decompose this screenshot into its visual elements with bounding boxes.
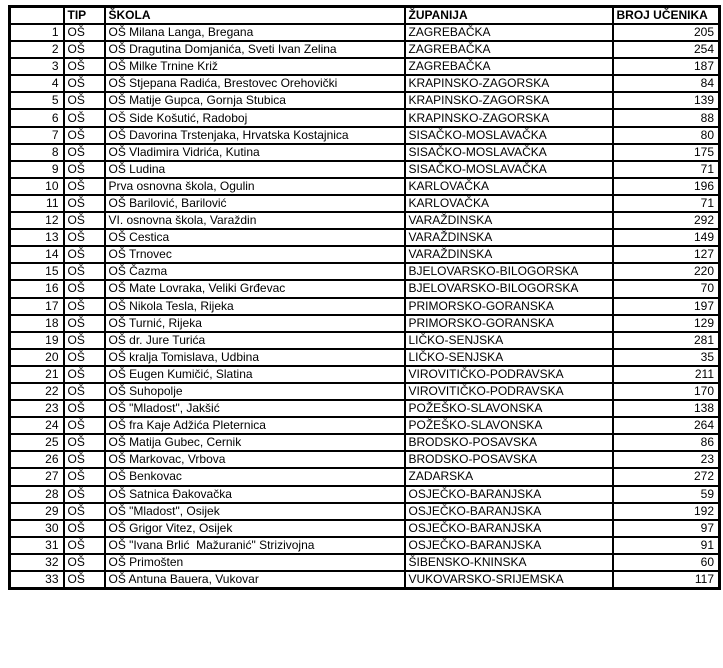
tip-cell: OŠ: [64, 554, 105, 571]
school-name-cell: OŠ Milke Trnine Križ: [105, 58, 405, 75]
student-count-cell: 84: [613, 75, 720, 92]
table-row: [10, 486, 720, 503]
header-broj-ucenika: BROJ UČENIKA: [613, 7, 720, 25]
county-cell: SISAČKO-MOSLAVAČKA: [405, 144, 613, 161]
school-name-cell: OŠ Turnić, Rijeka: [105, 315, 405, 332]
table-row: [10, 349, 720, 366]
tip-cell: OŠ: [64, 417, 105, 434]
table-row: [10, 109, 720, 126]
school-name-cell: OŠ Čazma: [105, 263, 405, 280]
row-number-cell: 29: [10, 503, 64, 520]
school-name-cell: OŠ Cestica: [105, 229, 405, 246]
school-name-cell: OŠ kralja Tomislava, Udbina: [105, 349, 405, 366]
county-cell: BRODSKO-POSAVSKA: [405, 451, 613, 468]
student-count-cell: 264: [613, 417, 720, 434]
school-name-cell: OŠ Barilović, Barilović: [105, 195, 405, 212]
tip-cell: OŠ: [64, 503, 105, 520]
row-number-cell: 21: [10, 366, 64, 383]
tip-cell: OŠ: [64, 571, 105, 589]
county-cell: LIČKO-SENJSKA: [405, 349, 613, 366]
row-number-cell: 20: [10, 349, 64, 366]
tip-cell: OŠ: [64, 315, 105, 332]
student-count-cell: 272: [613, 468, 720, 485]
row-number-cell: 7: [10, 127, 64, 144]
table-row: [10, 75, 720, 92]
county-cell: ZAGREBAČKA: [405, 58, 613, 75]
tip-cell: OŠ: [64, 229, 105, 246]
tip-cell: OŠ: [64, 24, 105, 41]
student-count-cell: 196: [613, 178, 720, 195]
school-name-cell: OŠ Grigor Vitez, Osijek: [105, 520, 405, 537]
student-count-cell: 139: [613, 92, 720, 109]
tip-cell: OŠ: [64, 298, 105, 315]
school-name-cell: OŠ Dragutina Domjanića, Sveti Ivan Zelina: [105, 41, 405, 58]
tip-cell: OŠ: [64, 41, 105, 58]
student-count-cell: 254: [613, 41, 720, 58]
row-number-cell: 30: [10, 520, 64, 537]
row-number-cell: 27: [10, 468, 64, 485]
student-count-cell: 80: [613, 127, 720, 144]
tip-cell: OŠ: [64, 58, 105, 75]
student-count-cell: 138: [613, 400, 720, 417]
county-cell: OSJEČKO-BARANJSKA: [405, 503, 613, 520]
row-number-cell: 8: [10, 144, 64, 161]
county-cell: SISAČKO-MOSLAVAČKA: [405, 127, 613, 144]
student-count-cell: 205: [613, 24, 720, 41]
schools-table: [8, 5, 721, 590]
county-cell: KARLOVAČKA: [405, 178, 613, 195]
row-number-cell: 11: [10, 195, 64, 212]
student-count-cell: 170: [613, 383, 720, 400]
row-number-cell: 24: [10, 417, 64, 434]
school-name-cell: OŠ "Mladost", Osijek: [105, 503, 405, 520]
tip-cell: OŠ: [64, 92, 105, 109]
county-cell: OSJEČKO-BARANJSKA: [405, 520, 613, 537]
county-cell: VIROVITIČKO-PODRAVSKA: [405, 366, 613, 383]
county-cell: KRAPINSKO-ZAGORSKA: [405, 92, 613, 109]
tip-cell: OŠ: [64, 349, 105, 366]
county-cell: KARLOVAČKA: [405, 195, 613, 212]
student-count-cell: 292: [613, 212, 720, 229]
table-row: [10, 315, 720, 332]
table-row: [10, 520, 720, 537]
row-number-cell: 3: [10, 58, 64, 75]
tip-cell: OŠ: [64, 383, 105, 400]
tip-cell: OŠ: [64, 212, 105, 229]
row-number-cell: 28: [10, 486, 64, 503]
row-number-cell: 19: [10, 332, 64, 349]
table-row: [10, 298, 720, 315]
row-number-cell: 4: [10, 75, 64, 92]
table-row: [10, 280, 720, 297]
tip-cell: OŠ: [64, 127, 105, 144]
row-number-cell: 25: [10, 434, 64, 451]
table-row: [10, 161, 720, 178]
student-count-cell: 88: [613, 109, 720, 126]
table-row: [10, 144, 720, 161]
student-count-cell: 175: [613, 144, 720, 161]
county-cell: BJELOVARSKO-BILOGORSKA: [405, 280, 613, 297]
student-count-cell: 70: [613, 280, 720, 297]
school-name-cell: OŠ Satnica Đakovačka: [105, 486, 405, 503]
row-number-cell: 23: [10, 400, 64, 417]
table-row: [10, 263, 720, 280]
tip-cell: OŠ: [64, 161, 105, 178]
county-cell: POŽEŠKO-SLAVONSKA: [405, 400, 613, 417]
county-cell: OSJEČKO-BARANJSKA: [405, 537, 613, 554]
row-number-cell: 2: [10, 41, 64, 58]
student-count-cell: 59: [613, 486, 720, 503]
table-row: [10, 178, 720, 195]
header-zupanija: ŽUPANIJA: [405, 7, 613, 25]
tip-cell: OŠ: [64, 468, 105, 485]
tip-cell: OŠ: [64, 195, 105, 212]
county-cell: VUKOVARSKO-SRIJEMSKA: [405, 571, 613, 589]
row-number-cell: 15: [10, 263, 64, 280]
row-number-cell: 16: [10, 280, 64, 297]
school-name-cell: OŠ Markovac, Vrbova: [105, 451, 405, 468]
county-cell: SISAČKO-MOSLAVAČKA: [405, 161, 613, 178]
school-name-cell: OŠ fra Kaje Adžića Pleternica: [105, 417, 405, 434]
row-number-cell: 5: [10, 92, 64, 109]
county-cell: VARAŽDINSKA: [405, 229, 613, 246]
school-name-cell: OŠ Suhopolje: [105, 383, 405, 400]
county-cell: KRAPINSKO-ZAGORSKA: [405, 75, 613, 92]
tip-cell: OŠ: [64, 144, 105, 161]
school-name-cell: OŠ "Ivana Brlić Mažuranić" Strizivojna: [105, 537, 405, 554]
table-row: [10, 537, 720, 554]
table-row: [10, 366, 720, 383]
school-name-cell: OŠ Nikola Tesla, Rijeka: [105, 298, 405, 315]
county-cell: ŠIBENSKO-KNINSKA: [405, 554, 613, 571]
student-count-cell: 197: [613, 298, 720, 315]
school-name-cell: OŠ Matija Gubec, Cernik: [105, 434, 405, 451]
table-row: [10, 58, 720, 75]
county-cell: LIČKO-SENJSKA: [405, 332, 613, 349]
school-name-cell: OŠ Trnovec: [105, 246, 405, 263]
student-count-cell: 86: [613, 434, 720, 451]
tip-cell: OŠ: [64, 75, 105, 92]
table-row: [10, 400, 720, 417]
school-name-cell: OŠ Mate Lovraka, Veliki Grđevac: [105, 280, 405, 297]
table-row: [10, 92, 720, 109]
school-name-cell: OŠ Milana Langa, Bregana: [105, 24, 405, 41]
row-number-cell: 13: [10, 229, 64, 246]
row-number-cell: 6: [10, 109, 64, 126]
table-row: [10, 246, 720, 263]
tip-cell: OŠ: [64, 246, 105, 263]
school-name-cell: OŠ Ludina: [105, 161, 405, 178]
county-cell: VARAŽDINSKA: [405, 212, 613, 229]
table-row: [10, 41, 720, 58]
tip-cell: OŠ: [64, 366, 105, 383]
student-count-cell: 117: [613, 571, 720, 589]
county-cell: VIROVITIČKO-PODRAVSKA: [405, 383, 613, 400]
school-name-cell: OŠ Stjepana Radića, Brestovec Orehovički: [105, 75, 405, 92]
tip-cell: OŠ: [64, 451, 105, 468]
student-count-cell: 211: [613, 366, 720, 383]
row-number-cell: 1: [10, 24, 64, 41]
student-count-cell: 91: [613, 537, 720, 554]
table-row: [10, 503, 720, 520]
table-row: [10, 383, 720, 400]
row-number-cell: 17: [10, 298, 64, 315]
county-cell: BRODSKO-POSAVSKA: [405, 434, 613, 451]
row-number-cell: 32: [10, 554, 64, 571]
school-name-cell: OŠ Side Košutić, Radoboj: [105, 109, 405, 126]
row-number-cell: 9: [10, 161, 64, 178]
table-row: [10, 332, 720, 349]
header-skola: ŠKOLA: [105, 7, 405, 25]
student-count-cell: 35: [613, 349, 720, 366]
county-cell: ZADARSKA: [405, 468, 613, 485]
tip-cell: OŠ: [64, 520, 105, 537]
row-number-cell: 22: [10, 383, 64, 400]
student-count-cell: 97: [613, 520, 720, 537]
school-name-cell: OŠ Matije Gupca, Gornja Stubica: [105, 92, 405, 109]
student-count-cell: 149: [613, 229, 720, 246]
table-row: [10, 451, 720, 468]
tip-cell: OŠ: [64, 109, 105, 126]
county-cell: KRAPINSKO-ZAGORSKA: [405, 109, 613, 126]
student-count-cell: 192: [613, 503, 720, 520]
row-number-cell: 12: [10, 212, 64, 229]
table-row: [10, 417, 720, 434]
tip-cell: OŠ: [64, 434, 105, 451]
tip-cell: OŠ: [64, 400, 105, 417]
county-cell: VARAŽDINSKA: [405, 246, 613, 263]
row-number-cell: 26: [10, 451, 64, 468]
student-count-cell: 127: [613, 246, 720, 263]
table-row: [10, 554, 720, 571]
county-cell: PRIMORSKO-GORANSKA: [405, 298, 613, 315]
school-name-cell: Prva osnovna škola, Ogulin: [105, 178, 405, 195]
tip-cell: OŠ: [64, 263, 105, 280]
school-name-cell: OŠ Vladimira Vidrića, Kutina: [105, 144, 405, 161]
table-row: [10, 229, 720, 246]
table-row: [10, 468, 720, 485]
school-name-cell: OŠ dr. Jure Turića: [105, 332, 405, 349]
county-cell: ZAGREBAČKA: [405, 41, 613, 58]
school-name-cell: OŠ Primošten: [105, 554, 405, 571]
student-count-cell: 187: [613, 58, 720, 75]
student-count-cell: 220: [613, 263, 720, 280]
student-count-cell: 129: [613, 315, 720, 332]
table-header-row: [10, 7, 720, 25]
table-row: [10, 24, 720, 41]
table-row: [10, 434, 720, 451]
table-row: [10, 212, 720, 229]
student-count-cell: 23: [613, 451, 720, 468]
table-row: [10, 195, 720, 212]
row-number-cell: 18: [10, 315, 64, 332]
tip-cell: OŠ: [64, 178, 105, 195]
county-cell: POŽEŠKO-SLAVONSKA: [405, 417, 613, 434]
row-number-cell: 10: [10, 178, 64, 195]
table-row: [10, 127, 720, 144]
school-name-cell: VI. osnovna škola, Varaždin: [105, 212, 405, 229]
student-count-cell: 60: [613, 554, 720, 571]
county-cell: BJELOVARSKO-BILOGORSKA: [405, 263, 613, 280]
tip-cell: OŠ: [64, 332, 105, 349]
county-cell: ZAGREBAČKA: [405, 24, 613, 41]
school-name-cell: OŠ Davorina Trstenjaka, Hrvatska Kostajnica: [105, 127, 405, 144]
header-tip: TIP: [64, 7, 105, 25]
row-number-cell: 31: [10, 537, 64, 554]
school-name-cell: OŠ "Mladost", Jakšić: [105, 400, 405, 417]
school-name-cell: OŠ Antuna Bauera, Vukovar: [105, 571, 405, 589]
student-count-cell: 71: [613, 195, 720, 212]
student-count-cell: 281: [613, 332, 720, 349]
county-cell: OSJEČKO-BARANJSKA: [405, 486, 613, 503]
school-name-cell: OŠ Eugen Kumičić, Slatina: [105, 366, 405, 383]
table-row: [10, 571, 720, 589]
tip-cell: OŠ: [64, 486, 105, 503]
student-count-cell: 71: [613, 161, 720, 178]
row-number-cell: 14: [10, 246, 64, 263]
school-name-cell: OŠ Benkovac: [105, 468, 405, 485]
tip-cell: OŠ: [64, 537, 105, 554]
county-cell: PRIMORSKO-GORANSKA: [405, 315, 613, 332]
tip-cell: OŠ: [64, 280, 105, 297]
row-number-cell: 33: [10, 571, 64, 589]
header-row-number: [10, 7, 64, 25]
